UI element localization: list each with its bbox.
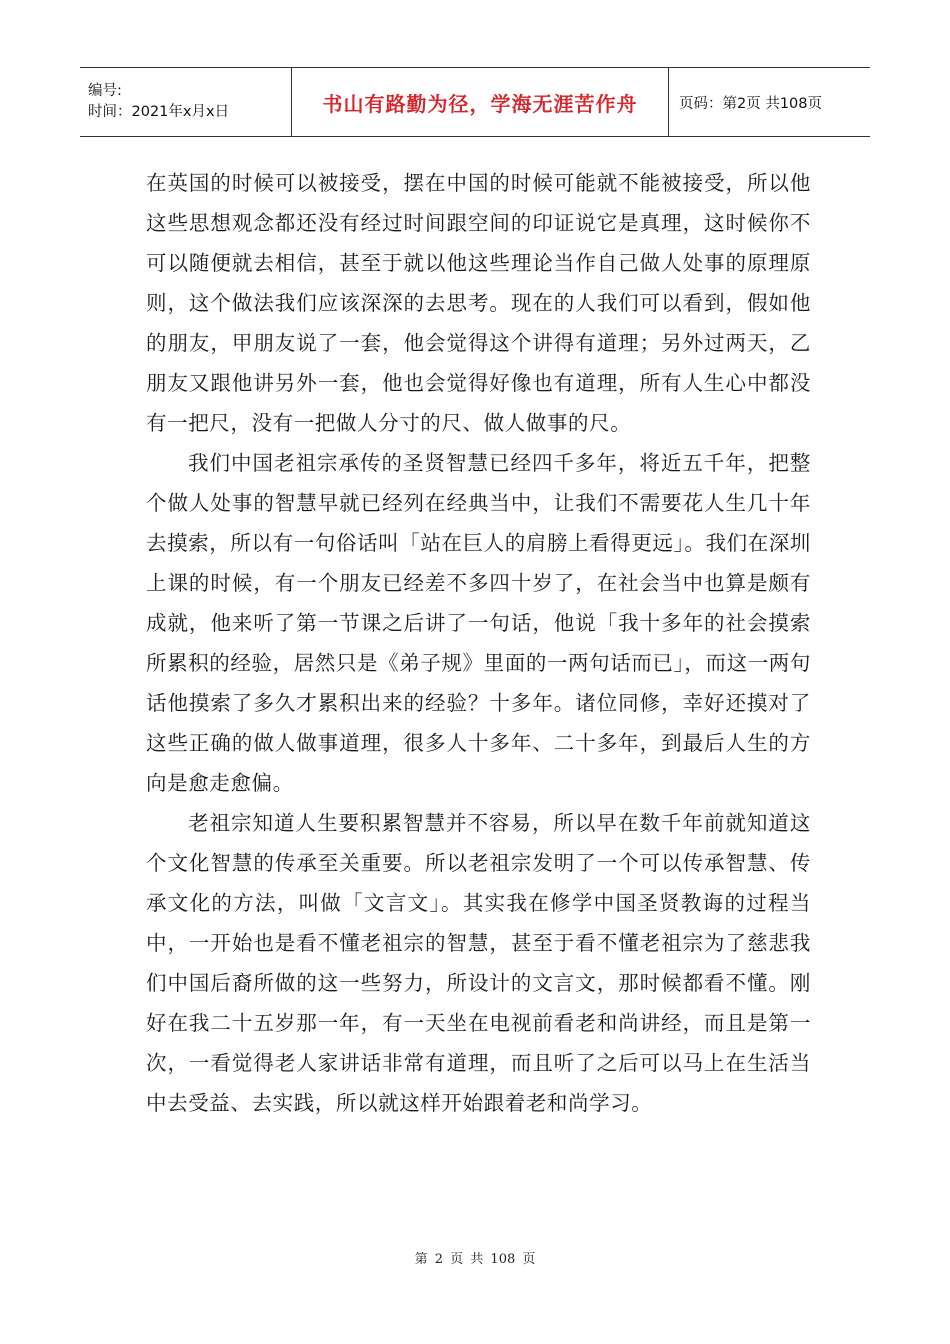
date-label: 时间：2021年x月x日 bbox=[88, 104, 230, 120]
paragraph-2: 我们中国老祖宗承传的圣贤智慧已经四千多年，将近五千年，把整个做人处事的智慧早就已经列在经典当中，让我们不需要花人生几十年去摸索，所以有一句俗话叫「站在巨人的肩膀上看得更远」。我们在深圳上课的时候，有一个朋友已经差不多四十岁了，在社会当中也算是颇有成就，他来听了第一节课之后讲了一句话，他说「我十多年的社会摸索所累积的经验，居然只是《弟子规》里面的一两句话而已」，而这一两句话他摸索了多久才累积出来的经验？十多年。诸位同修，幸好还摸对了这些正确的做人做事道理，很多人十多年、二十多年，到最后人生的方向是愈走愈偏。 bbox=[146, 451, 811, 795]
paragraph-1: 在英国的时候可以被接受，摆在中国的时候可能就不能被接受，所以他这些思想观念都还没有经过时间跟空间的印证说它是真理，这时候你不可以随便就去相信，甚至于就以他这些理论当作自己做人处事的原理原则，这个做法我们应该深深的去思考。现在的人我们可以看到，假如他的朋友，甲朋友说了一套，他会觉得这个讲得有道理；另外过两天，乙朋友又跟他讲另外一套，他也会觉得好像也有道理，所有人生心中都没有一把尺，没有一把做人分寸的尺、做人做事的尺。 bbox=[146, 171, 811, 435]
document-header bbox=[80, 67, 870, 137]
serial-number-label: 编号: bbox=[88, 83, 122, 99]
paragraph-3: 老祖宗知道人生要积累智慧并不容易，所以早在数千年前就知道这个文化智慧的传承至关重要。所以老祖宗发明了一个可以传承智慧、传承文化的方法，叫做「文言文」。其实我在修学中国圣贤教诲的过程当中，一开始也是看不懂老祖宗的智慧，甚至于看不懂老祖宗为了慈悲我们中国后裔所做的这一些努力，所设计的文言文，那时候都看不懂。刚好在我二十五岁那一年，有一天坐在电视前看老和尚讲经，而且是第一次，一看觉得老人家讲话非常有道理，而且听了之后可以马上在生活当中去受益、去实践，所以就这样开始跟着老和尚学习。 bbox=[146, 811, 811, 1115]
page-footer: 第 2 页 共 108 页 bbox=[414, 1252, 536, 1267]
header-meta-cell bbox=[80, 68, 292, 137]
header-motto: 书山有路勤为径，学海无涯苦作舟 bbox=[292, 68, 669, 137]
document-body bbox=[146, 163, 811, 1123]
header-page-info: 页码：第2页 共108页 bbox=[669, 68, 871, 137]
